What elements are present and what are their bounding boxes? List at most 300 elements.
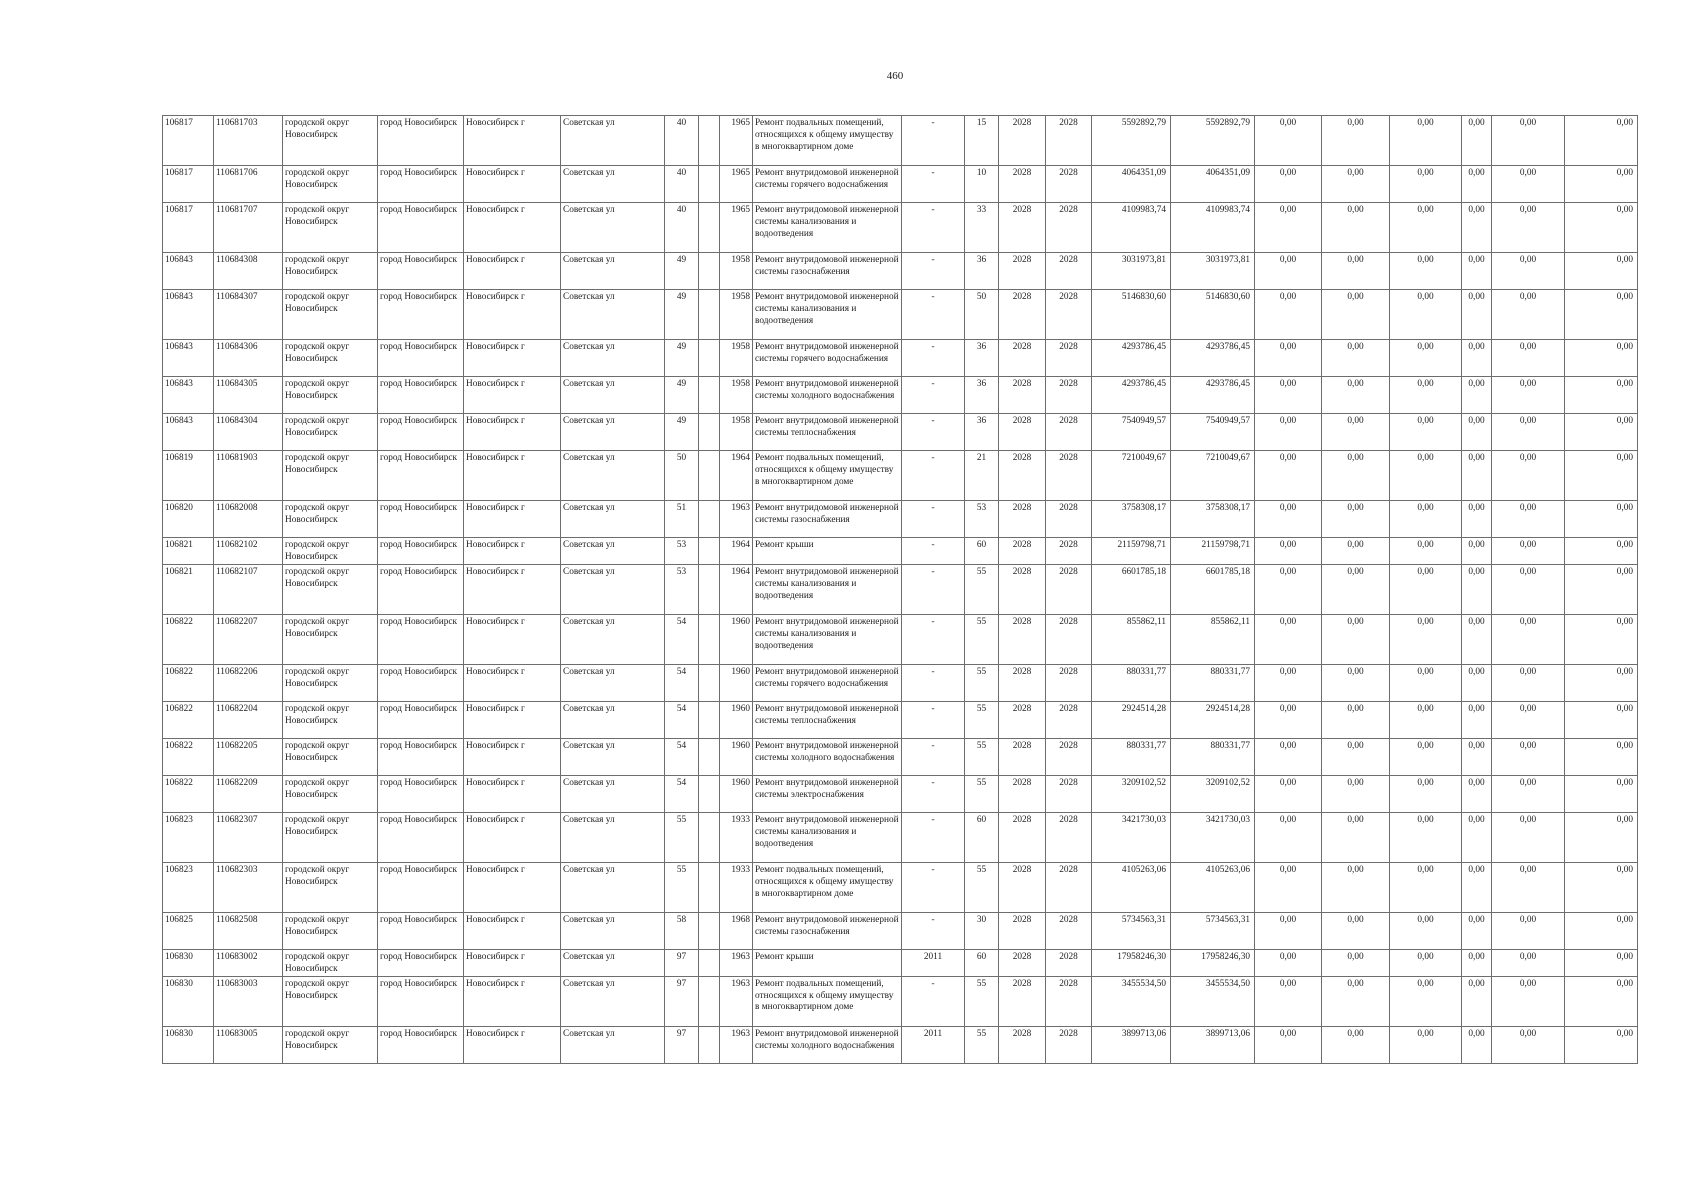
cell-plan-year-start: 2028 [999, 738, 1046, 775]
cell-street: Советская ул [561, 614, 665, 664]
cell-plan-year-start: 2028 [999, 1026, 1046, 1063]
cell-fund-3: 0,00 [1390, 775, 1462, 812]
cell-year-built: 1964 [720, 564, 753, 614]
cell-work-id: 110683005 [214, 1026, 283, 1063]
cell-fund-1: 0,00 [1255, 166, 1322, 203]
cell-plan-year-end: 2028 [1046, 775, 1092, 812]
cell-year-built: 1960 [720, 614, 753, 664]
cell-fund-3: 0,00 [1390, 377, 1462, 414]
cell-settlement: город Новосибирск [378, 501, 464, 538]
cell-locality: Новосибирск г [464, 976, 561, 1026]
cell-fund-5: 0,00 [1492, 290, 1565, 340]
cell-work-id: 110682204 [214, 701, 283, 738]
table-row [163, 166, 1638, 203]
cell-settlement: город Новосибирск [378, 1026, 464, 1063]
cell-work-id: 110682206 [214, 664, 283, 701]
cell-municipality: городской округ Новосибирск [283, 166, 378, 203]
table-row [163, 1026, 1638, 1063]
cell-building [699, 564, 720, 614]
cell-work-type: Ремонт внутридомовой инженерной системы горячего водоснабжения [753, 340, 902, 377]
cell-prior-repair-year: - [902, 775, 965, 812]
cell-building [699, 976, 720, 1026]
cell-street: Советская ул [561, 116, 665, 166]
cell-fund-3: 0,00 [1390, 203, 1462, 253]
cell-year-built: 1960 [720, 701, 753, 738]
cell-settlement: город Новосибирск [378, 116, 464, 166]
cell-wear-percent: 55 [965, 862, 999, 912]
cell-settlement: город Новосибирск [378, 912, 464, 949]
table-row [163, 912, 1638, 949]
cell-cost-repeat: 855862,11 [1171, 614, 1255, 664]
cell-settlement: город Новосибирск [378, 253, 464, 290]
cell-prior-repair-year: - [902, 203, 965, 253]
cell-fund-1: 0,00 [1255, 738, 1322, 775]
cell-fund-5: 0,00 [1492, 538, 1565, 565]
cell-municipality: городской округ Новосибирск [283, 701, 378, 738]
cell-fund-3: 0,00 [1390, 912, 1462, 949]
cell-fund-6: 0,00 [1565, 812, 1638, 862]
cell-house-id: 106822 [163, 775, 214, 812]
cell-locality: Новосибирск г [464, 701, 561, 738]
cell-cost-repeat: 2924514,28 [1171, 701, 1255, 738]
cell-municipality: городской округ Новосибирск [283, 775, 378, 812]
cell-plan-year-start: 2028 [999, 340, 1046, 377]
cell-plan-year-end: 2028 [1046, 701, 1092, 738]
cell-total-cost: 4109983,74 [1092, 203, 1171, 253]
cell-fund-1: 0,00 [1255, 116, 1322, 166]
cell-house-id: 106823 [163, 812, 214, 862]
cell-settlement: город Новосибирск [378, 166, 464, 203]
cell-fund-4: 0,00 [1462, 912, 1492, 949]
cell-building [699, 775, 720, 812]
cell-plan-year-end: 2028 [1046, 116, 1092, 166]
cell-municipality: городской округ Новосибирск [283, 738, 378, 775]
cell-house-number: 49 [665, 414, 699, 451]
cell-house-number: 54 [665, 738, 699, 775]
cell-street: Советская ул [561, 538, 665, 565]
cell-municipality: городской округ Новосибирск [283, 116, 378, 166]
cell-wear-percent: 55 [965, 775, 999, 812]
cell-street: Советская ул [561, 812, 665, 862]
cell-fund-2: 0,00 [1322, 912, 1390, 949]
cell-fund-2: 0,00 [1322, 812, 1390, 862]
table-row [163, 976, 1638, 1026]
cell-municipality: городской округ Новосибирск [283, 1026, 378, 1063]
cell-cost-repeat: 880331,77 [1171, 664, 1255, 701]
cell-house-id: 106822 [163, 614, 214, 664]
cell-fund-4: 0,00 [1462, 538, 1492, 565]
cell-municipality: городской округ Новосибирск [283, 414, 378, 451]
cell-settlement: город Новосибирск [378, 377, 464, 414]
cell-fund-6: 0,00 [1565, 116, 1638, 166]
cell-fund-5: 0,00 [1492, 738, 1565, 775]
cell-building [699, 166, 720, 203]
cell-house-id: 106822 [163, 738, 214, 775]
cell-wear-percent: 36 [965, 377, 999, 414]
cell-building [699, 253, 720, 290]
cell-fund-2: 0,00 [1322, 614, 1390, 664]
cell-building [699, 664, 720, 701]
cell-work-id: 110681703 [214, 116, 283, 166]
table-row [163, 538, 1638, 565]
cell-fund-6: 0,00 [1565, 912, 1638, 949]
cell-plan-year-start: 2028 [999, 203, 1046, 253]
cell-plan-year-end: 2028 [1046, 451, 1092, 501]
cell-plan-year-end: 2028 [1046, 290, 1092, 340]
cell-settlement: город Новосибирск [378, 812, 464, 862]
cell-total-cost: 3421730,03 [1092, 812, 1171, 862]
capital-repair-table [162, 115, 1638, 1064]
cell-street: Советская ул [561, 564, 665, 614]
cell-total-cost: 2924514,28 [1092, 701, 1171, 738]
cell-plan-year-start: 2028 [999, 253, 1046, 290]
cell-wear-percent: 53 [965, 501, 999, 538]
cell-prior-repair-year: - [902, 377, 965, 414]
cell-fund-6: 0,00 [1565, 538, 1638, 565]
cell-plan-year-end: 2028 [1046, 812, 1092, 862]
cell-municipality: городской округ Новосибирск [283, 377, 378, 414]
cell-wear-percent: 21 [965, 451, 999, 501]
cell-settlement: город Новосибирск [378, 664, 464, 701]
cell-plan-year-start: 2028 [999, 949, 1046, 976]
cell-prior-repair-year: 2011 [902, 949, 965, 976]
cell-work-type: Ремонт внутридомовой инженерной системы теплоснабжения [753, 701, 902, 738]
cell-plan-year-start: 2028 [999, 912, 1046, 949]
cell-fund-6: 0,00 [1565, 976, 1638, 1026]
cell-street: Советская ул [561, 664, 665, 701]
cell-locality: Новосибирск г [464, 414, 561, 451]
cell-street: Советская ул [561, 862, 665, 912]
cell-year-built: 1965 [720, 116, 753, 166]
cell-building [699, 451, 720, 501]
cell-house-number: 49 [665, 253, 699, 290]
cell-street: Советская ул [561, 166, 665, 203]
table-row [163, 451, 1638, 501]
cell-fund-3: 0,00 [1390, 701, 1462, 738]
cell-cost-repeat: 880331,77 [1171, 738, 1255, 775]
cell-fund-4: 0,00 [1462, 116, 1492, 166]
cell-fund-6: 0,00 [1565, 203, 1638, 253]
cell-prior-repair-year: - [902, 451, 965, 501]
cell-street: Советская ул [561, 340, 665, 377]
cell-building [699, 377, 720, 414]
cell-fund-4: 0,00 [1462, 340, 1492, 377]
table-row [163, 203, 1638, 253]
cell-house-number: 50 [665, 451, 699, 501]
cell-fund-3: 0,00 [1390, 290, 1462, 340]
cell-work-type: Ремонт внутридомовой инженерной системы газоснабжения [753, 501, 902, 538]
cell-wear-percent: 10 [965, 166, 999, 203]
cell-fund-4: 0,00 [1462, 664, 1492, 701]
cell-prior-repair-year: - [902, 166, 965, 203]
cell-plan-year-end: 2028 [1046, 614, 1092, 664]
cell-fund-1: 0,00 [1255, 538, 1322, 565]
cell-building [699, 414, 720, 451]
cell-work-id: 110683002 [214, 949, 283, 976]
cell-year-built: 1965 [720, 203, 753, 253]
cell-house-number: 49 [665, 290, 699, 340]
cell-street: Советская ул [561, 501, 665, 538]
cell-locality: Новосибирск г [464, 664, 561, 701]
cell-prior-repair-year: - [902, 912, 965, 949]
cell-prior-repair-year: - [902, 812, 965, 862]
cell-fund-2: 0,00 [1322, 203, 1390, 253]
cell-house-id: 106822 [163, 664, 214, 701]
cell-house-id: 106843 [163, 377, 214, 414]
cell-plan-year-end: 2028 [1046, 501, 1092, 538]
cell-street: Советская ул [561, 290, 665, 340]
cell-plan-year-start: 2028 [999, 664, 1046, 701]
cell-municipality: городской округ Новосибирск [283, 664, 378, 701]
cell-plan-year-end: 2028 [1046, 538, 1092, 565]
cell-work-id: 110681706 [214, 166, 283, 203]
cell-locality: Новосибирск г [464, 738, 561, 775]
cell-fund-1: 0,00 [1255, 614, 1322, 664]
cell-fund-4: 0,00 [1462, 203, 1492, 253]
cell-work-type: Ремонт внутридомовой инженерной системы горячего водоснабжения [753, 664, 902, 701]
cell-municipality: городской округ Новосибирск [283, 812, 378, 862]
cell-work-type: Ремонт внутридомовой инженерной системы газоснабжения [753, 912, 902, 949]
cell-fund-4: 0,00 [1462, 166, 1492, 203]
cell-locality: Новосибирск г [464, 949, 561, 976]
cell-fund-5: 0,00 [1492, 451, 1565, 501]
cell-fund-4: 0,00 [1462, 775, 1492, 812]
cell-fund-4: 0,00 [1462, 862, 1492, 912]
cell-fund-1: 0,00 [1255, 862, 1322, 912]
cell-house-number: 53 [665, 538, 699, 565]
cell-building [699, 912, 720, 949]
cell-house-id: 106825 [163, 912, 214, 949]
cell-plan-year-end: 2028 [1046, 377, 1092, 414]
cell-settlement: город Новосибирск [378, 738, 464, 775]
cell-work-type: Ремонт подвальных помещений, относящихся к общему имуществу в многоквартирном доме [753, 116, 902, 166]
cell-house-number: 97 [665, 949, 699, 976]
cell-plan-year-end: 2028 [1046, 414, 1092, 451]
table-row [163, 664, 1638, 701]
cell-house-id: 106843 [163, 253, 214, 290]
cell-total-cost: 855862,11 [1092, 614, 1171, 664]
cell-total-cost: 7540949,57 [1092, 414, 1171, 451]
table-row [163, 116, 1638, 166]
cell-fund-5: 0,00 [1492, 912, 1565, 949]
cell-house-number: 49 [665, 340, 699, 377]
cell-fund-3: 0,00 [1390, 253, 1462, 290]
cell-fund-5: 0,00 [1492, 775, 1565, 812]
cell-fund-4: 0,00 [1462, 1026, 1492, 1063]
cell-municipality: городской округ Новосибирск [283, 976, 378, 1026]
cell-municipality: городской округ Новосибирск [283, 949, 378, 976]
cell-locality: Новосибирск г [464, 377, 561, 414]
cell-fund-2: 0,00 [1322, 451, 1390, 501]
cell-street: Советская ул [561, 253, 665, 290]
cell-house-id: 106830 [163, 976, 214, 1026]
cell-total-cost: 5592892,79 [1092, 116, 1171, 166]
cell-total-cost: 5734563,31 [1092, 912, 1171, 949]
cell-total-cost: 3031973,81 [1092, 253, 1171, 290]
cell-building [699, 116, 720, 166]
cell-cost-repeat: 3421730,03 [1171, 812, 1255, 862]
cell-house-number: 40 [665, 116, 699, 166]
cell-plan-year-start: 2028 [999, 538, 1046, 565]
cell-fund-2: 0,00 [1322, 738, 1390, 775]
cell-fund-5: 0,00 [1492, 253, 1565, 290]
table-row [163, 377, 1638, 414]
cell-fund-3: 0,00 [1390, 340, 1462, 377]
cell-work-type: Ремонт крыши [753, 538, 902, 565]
cell-year-built: 1960 [720, 775, 753, 812]
cell-wear-percent: 50 [965, 290, 999, 340]
cell-fund-5: 0,00 [1492, 564, 1565, 614]
cell-municipality: городской округ Новосибирск [283, 538, 378, 565]
cell-fund-2: 0,00 [1322, 976, 1390, 1026]
cell-plan-year-end: 2028 [1046, 1026, 1092, 1063]
cell-plan-year-end: 2028 [1046, 949, 1092, 976]
cell-work-type: Ремонт внутридомовой инженерной системы канализования и водоотведения [753, 812, 902, 862]
cell-total-cost: 4105263,06 [1092, 862, 1171, 912]
cell-prior-repair-year: - [902, 614, 965, 664]
cell-settlement: город Новосибирск [378, 862, 464, 912]
cell-fund-6: 0,00 [1565, 701, 1638, 738]
cell-fund-2: 0,00 [1322, 414, 1390, 451]
cell-settlement: город Новосибирск [378, 340, 464, 377]
cell-cost-repeat: 6601785,18 [1171, 564, 1255, 614]
cell-settlement: город Новосибирск [378, 538, 464, 565]
cell-fund-1: 0,00 [1255, 290, 1322, 340]
cell-fund-6: 0,00 [1565, 501, 1638, 538]
cell-work-id: 110682107 [214, 564, 283, 614]
cell-total-cost: 7210049,67 [1092, 451, 1171, 501]
cell-fund-4: 0,00 [1462, 414, 1492, 451]
cell-year-built: 1960 [720, 738, 753, 775]
cell-prior-repair-year: - [902, 414, 965, 451]
cell-house-id: 106843 [163, 290, 214, 340]
cell-fund-5: 0,00 [1492, 203, 1565, 253]
cell-year-built: 1958 [720, 414, 753, 451]
cell-prior-repair-year: - [902, 290, 965, 340]
cell-street: Советская ул [561, 414, 665, 451]
cell-work-id: 110681903 [214, 451, 283, 501]
cell-total-cost: 3899713,06 [1092, 1026, 1171, 1063]
cell-house-number: 54 [665, 775, 699, 812]
cell-fund-4: 0,00 [1462, 976, 1492, 1026]
cell-work-id: 110681707 [214, 203, 283, 253]
cell-fund-5: 0,00 [1492, 377, 1565, 414]
cell-cost-repeat: 3455534,50 [1171, 976, 1255, 1026]
cell-fund-6: 0,00 [1565, 340, 1638, 377]
cell-plan-year-end: 2028 [1046, 203, 1092, 253]
cell-fund-2: 0,00 [1322, 949, 1390, 976]
cell-fund-6: 0,00 [1565, 451, 1638, 501]
cell-prior-repair-year: - [902, 738, 965, 775]
cell-total-cost: 4064351,09 [1092, 166, 1171, 203]
cell-fund-5: 0,00 [1492, 501, 1565, 538]
cell-fund-1: 0,00 [1255, 775, 1322, 812]
cell-fund-2: 0,00 [1322, 501, 1390, 538]
cell-fund-2: 0,00 [1322, 701, 1390, 738]
cell-plan-year-start: 2028 [999, 290, 1046, 340]
cell-fund-5: 0,00 [1492, 340, 1565, 377]
cell-settlement: город Новосибирск [378, 203, 464, 253]
cell-house-id: 106817 [163, 116, 214, 166]
cell-work-id: 110684305 [214, 377, 283, 414]
cell-fund-6: 0,00 [1565, 377, 1638, 414]
cell-municipality: городской округ Новосибирск [283, 564, 378, 614]
cell-fund-2: 0,00 [1322, 340, 1390, 377]
cell-work-id: 110682508 [214, 912, 283, 949]
cell-fund-6: 0,00 [1565, 166, 1638, 203]
cell-settlement: город Новосибирск [378, 775, 464, 812]
cell-street: Советская ул [561, 701, 665, 738]
cell-fund-1: 0,00 [1255, 564, 1322, 614]
cell-year-built: 1958 [720, 377, 753, 414]
cell-wear-percent: 55 [965, 738, 999, 775]
cell-locality: Новосибирск г [464, 812, 561, 862]
cell-plan-year-start: 2028 [999, 775, 1046, 812]
cell-total-cost: 4293786,45 [1092, 340, 1171, 377]
cell-fund-2: 0,00 [1322, 1026, 1390, 1063]
cell-wear-percent: 30 [965, 912, 999, 949]
cell-cost-repeat: 4105263,06 [1171, 862, 1255, 912]
cell-house-id: 106843 [163, 340, 214, 377]
table-row [163, 340, 1638, 377]
cell-house-number: 58 [665, 912, 699, 949]
cell-total-cost: 3455534,50 [1092, 976, 1171, 1026]
table-row [163, 290, 1638, 340]
cell-fund-5: 0,00 [1492, 701, 1565, 738]
cell-municipality: городской округ Новосибирск [283, 203, 378, 253]
cell-plan-year-start: 2028 [999, 862, 1046, 912]
cell-prior-repair-year: - [902, 564, 965, 614]
cell-fund-3: 0,00 [1390, 949, 1462, 976]
cell-fund-4: 0,00 [1462, 949, 1492, 976]
cell-work-type: Ремонт внутридомовой инженерной системы канализования и водоотведения [753, 290, 902, 340]
cell-locality: Новосибирск г [464, 451, 561, 501]
cell-municipality: городской округ Новосибирск [283, 340, 378, 377]
cell-year-built: 1963 [720, 949, 753, 976]
cell-building [699, 203, 720, 253]
cell-prior-repair-year: - [902, 664, 965, 701]
cell-locality: Новосибирск г [464, 253, 561, 290]
cell-building [699, 538, 720, 565]
cell-house-id: 106817 [163, 166, 214, 203]
cell-wear-percent: 60 [965, 812, 999, 862]
cell-plan-year-start: 2028 [999, 812, 1046, 862]
cell-prior-repair-year: - [902, 976, 965, 1026]
cell-fund-3: 0,00 [1390, 116, 1462, 166]
cell-fund-1: 0,00 [1255, 377, 1322, 414]
cell-wear-percent: 36 [965, 340, 999, 377]
cell-prior-repair-year: - [902, 340, 965, 377]
cell-wear-percent: 55 [965, 564, 999, 614]
cell-locality: Новосибирск г [464, 116, 561, 166]
cell-wear-percent: 55 [965, 614, 999, 664]
table-row [163, 414, 1638, 451]
cell-fund-6: 0,00 [1565, 738, 1638, 775]
cell-plan-year-end: 2028 [1046, 912, 1092, 949]
cell-wear-percent: 55 [965, 1026, 999, 1063]
cell-settlement: город Новосибирск [378, 701, 464, 738]
cell-work-id: 110682307 [214, 812, 283, 862]
cell-locality: Новосибирск г [464, 501, 561, 538]
cell-fund-3: 0,00 [1390, 862, 1462, 912]
cell-street: Советская ул [561, 451, 665, 501]
cell-total-cost: 4293786,45 [1092, 377, 1171, 414]
cell-house-number: 54 [665, 614, 699, 664]
cell-total-cost: 880331,77 [1092, 664, 1171, 701]
cell-fund-3: 0,00 [1390, 664, 1462, 701]
cell-year-built: 1958 [720, 290, 753, 340]
cell-settlement: город Новосибирск [378, 949, 464, 976]
